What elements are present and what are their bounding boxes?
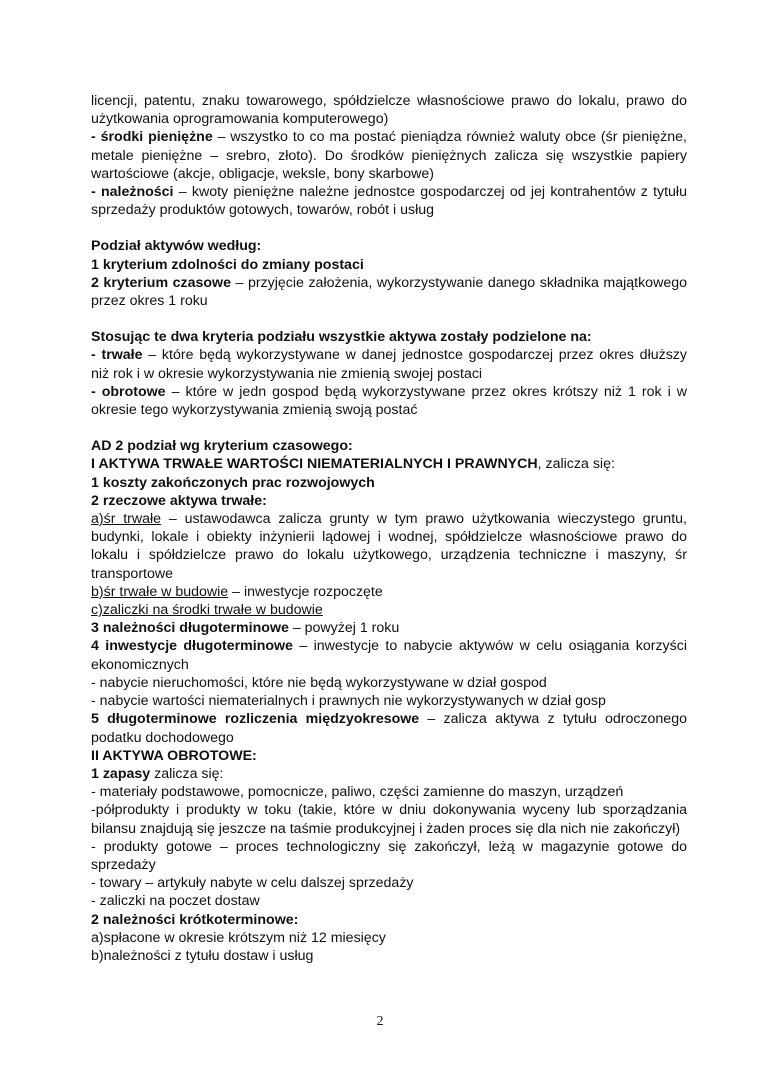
paragraph: I AKTYWA TRWAŁE WARTOŚCI NIEMATERIALNYCH I PRAWNYCH, zalicza się:: [91, 456, 615, 473]
list-item: - materiały podstawowe, pomocnicze, paliwo, części zamienne do maszyn, urządzeń: [91, 784, 624, 801]
spacer: [91, 419, 687, 437]
paragraph: a)śr trwałe – ustawodawca zalicza grunty w tym prawo użytkowania wieczystego gruntu, budynki, lokale i obiekty inżynierii lądowej i wodnej, spółdzielcze własnościowe prawo do lokalu i spółdzielcze prawo do lokalu użytkowego, urządzenia techniczne i maszyny, śr transportowe: [91, 511, 687, 582]
paragraph: 2 rzeczowe aktywa trwałe:: [91, 492, 267, 509]
paragraph: 2 należności krótkoterminowe:: [91, 911, 299, 928]
paragraph-srodki-pieniezne: - środki pieniężne – wszystko to co ma postać pieniądza również waluty obce (śr pieniężne, metale pieniężne – srebro, złoto). Do środków pieniężnych zalicza się wszystkie papiery wartościowe (akcje, obligacje, weksle, bony skarbowe): [91, 129, 687, 182]
paragraph: 1 kryterium zdolności do zmiany postaci: [91, 256, 364, 273]
page-number: 2: [376, 1014, 384, 1029]
spacer: [91, 310, 687, 328]
paragraph: licencji, patentu, znaku towarowego, spółdzielcze własnościowe prawo do lokalu, prawo do użytkowania oprogramowania komputerowego): [91, 93, 687, 128]
list-item: -półprodukty i produkty w toku (takie, które w dniu dokonywania wyceny lub sporządzania bilansu znajdują się jeszcze na taśmie produkcyjnej i żaden proces się dla nich nie zakończył): [91, 802, 687, 837]
paragraph: 5 długoterminowe rozliczenia międzyokresowe – zalicza aktywa z tytułu odroczonego podatku dochodowego: [91, 711, 687, 746]
list-item: - nabycie nieruchomości, które nie będą wykorzystywane w dział gospod: [91, 674, 547, 691]
section-heading: AD 2 podział wg kryterium czasowego:: [91, 438, 353, 455]
paragraph: c)zaliczki na środki trwałe w budowie: [91, 602, 323, 619]
paragraph: 3 należności długoterminowe – powyżej 1 roku: [91, 620, 400, 637]
list-item: - zaliczki na poczet dostaw: [91, 893, 260, 910]
paragraph-naleznosci: - należności – kwoty pieniężne należne jednostce gospodarczej od jej kontrahentów z tytułu sprzedaży produktów gotowych, towarów, robót i usług: [91, 184, 687, 219]
paragraph: - obrotowe – które w jedn gospod będą wykorzystywane przez okres krótszy niż 1 rok i w okresie tego wykorzystywania zmienią swoją postać: [91, 383, 687, 419]
spacer: [91, 219, 687, 237]
paragraph: 4 inwestycje długoterminowe – inwestycje to nabycie aktywów w celu osiągania korzyści ekonomicznych: [91, 638, 687, 673]
document-page: [91, 92, 687, 965]
list-item: - nabycie wartości niematerialnych i prawnych nie wykorzystywanych w dział gosp: [91, 693, 606, 710]
paragraph: 1 koszty zakończonych prac rozwojowych: [91, 474, 375, 491]
section-heading: Stosując te dwa kryteria podziału wszystkie aktywa zostały podzielone na:: [91, 329, 592, 346]
list-item: - towary – artykuły nabyte w celu dalszej sprzedaży: [91, 875, 414, 892]
list-item: b)należności z tytułu dostaw i usług: [91, 947, 314, 964]
paragraph: - trwałe – które będą wykorzystywane w danej jednostce gospodarczej przez okres dłuższy niż rok i w okresie wykorzystywania nie zmienią swojej postaci: [91, 347, 687, 382]
list-item: a)spłacone w okresie krótszym niż 12 miesięcy: [91, 929, 386, 946]
section-heading: Podział aktywów według:: [91, 238, 262, 255]
paragraph: 2 kryterium czasowe – przyjęcie założenia, wykorzystywanie danego składnika majątkowego przez okres 1 roku: [91, 274, 687, 310]
section-heading: II AKTYWA OBROTOWE:: [91, 747, 257, 764]
list-item: - produkty gotowe – proces technologiczny się zakończył, leżą w magazynie gotowe do sprzedaży: [91, 838, 687, 873]
paragraph: 1 zapasy zalicza się:: [91, 765, 224, 782]
paragraph: b)śr trwałe w budowie – inwestycje rozpoczęte: [91, 583, 383, 600]
